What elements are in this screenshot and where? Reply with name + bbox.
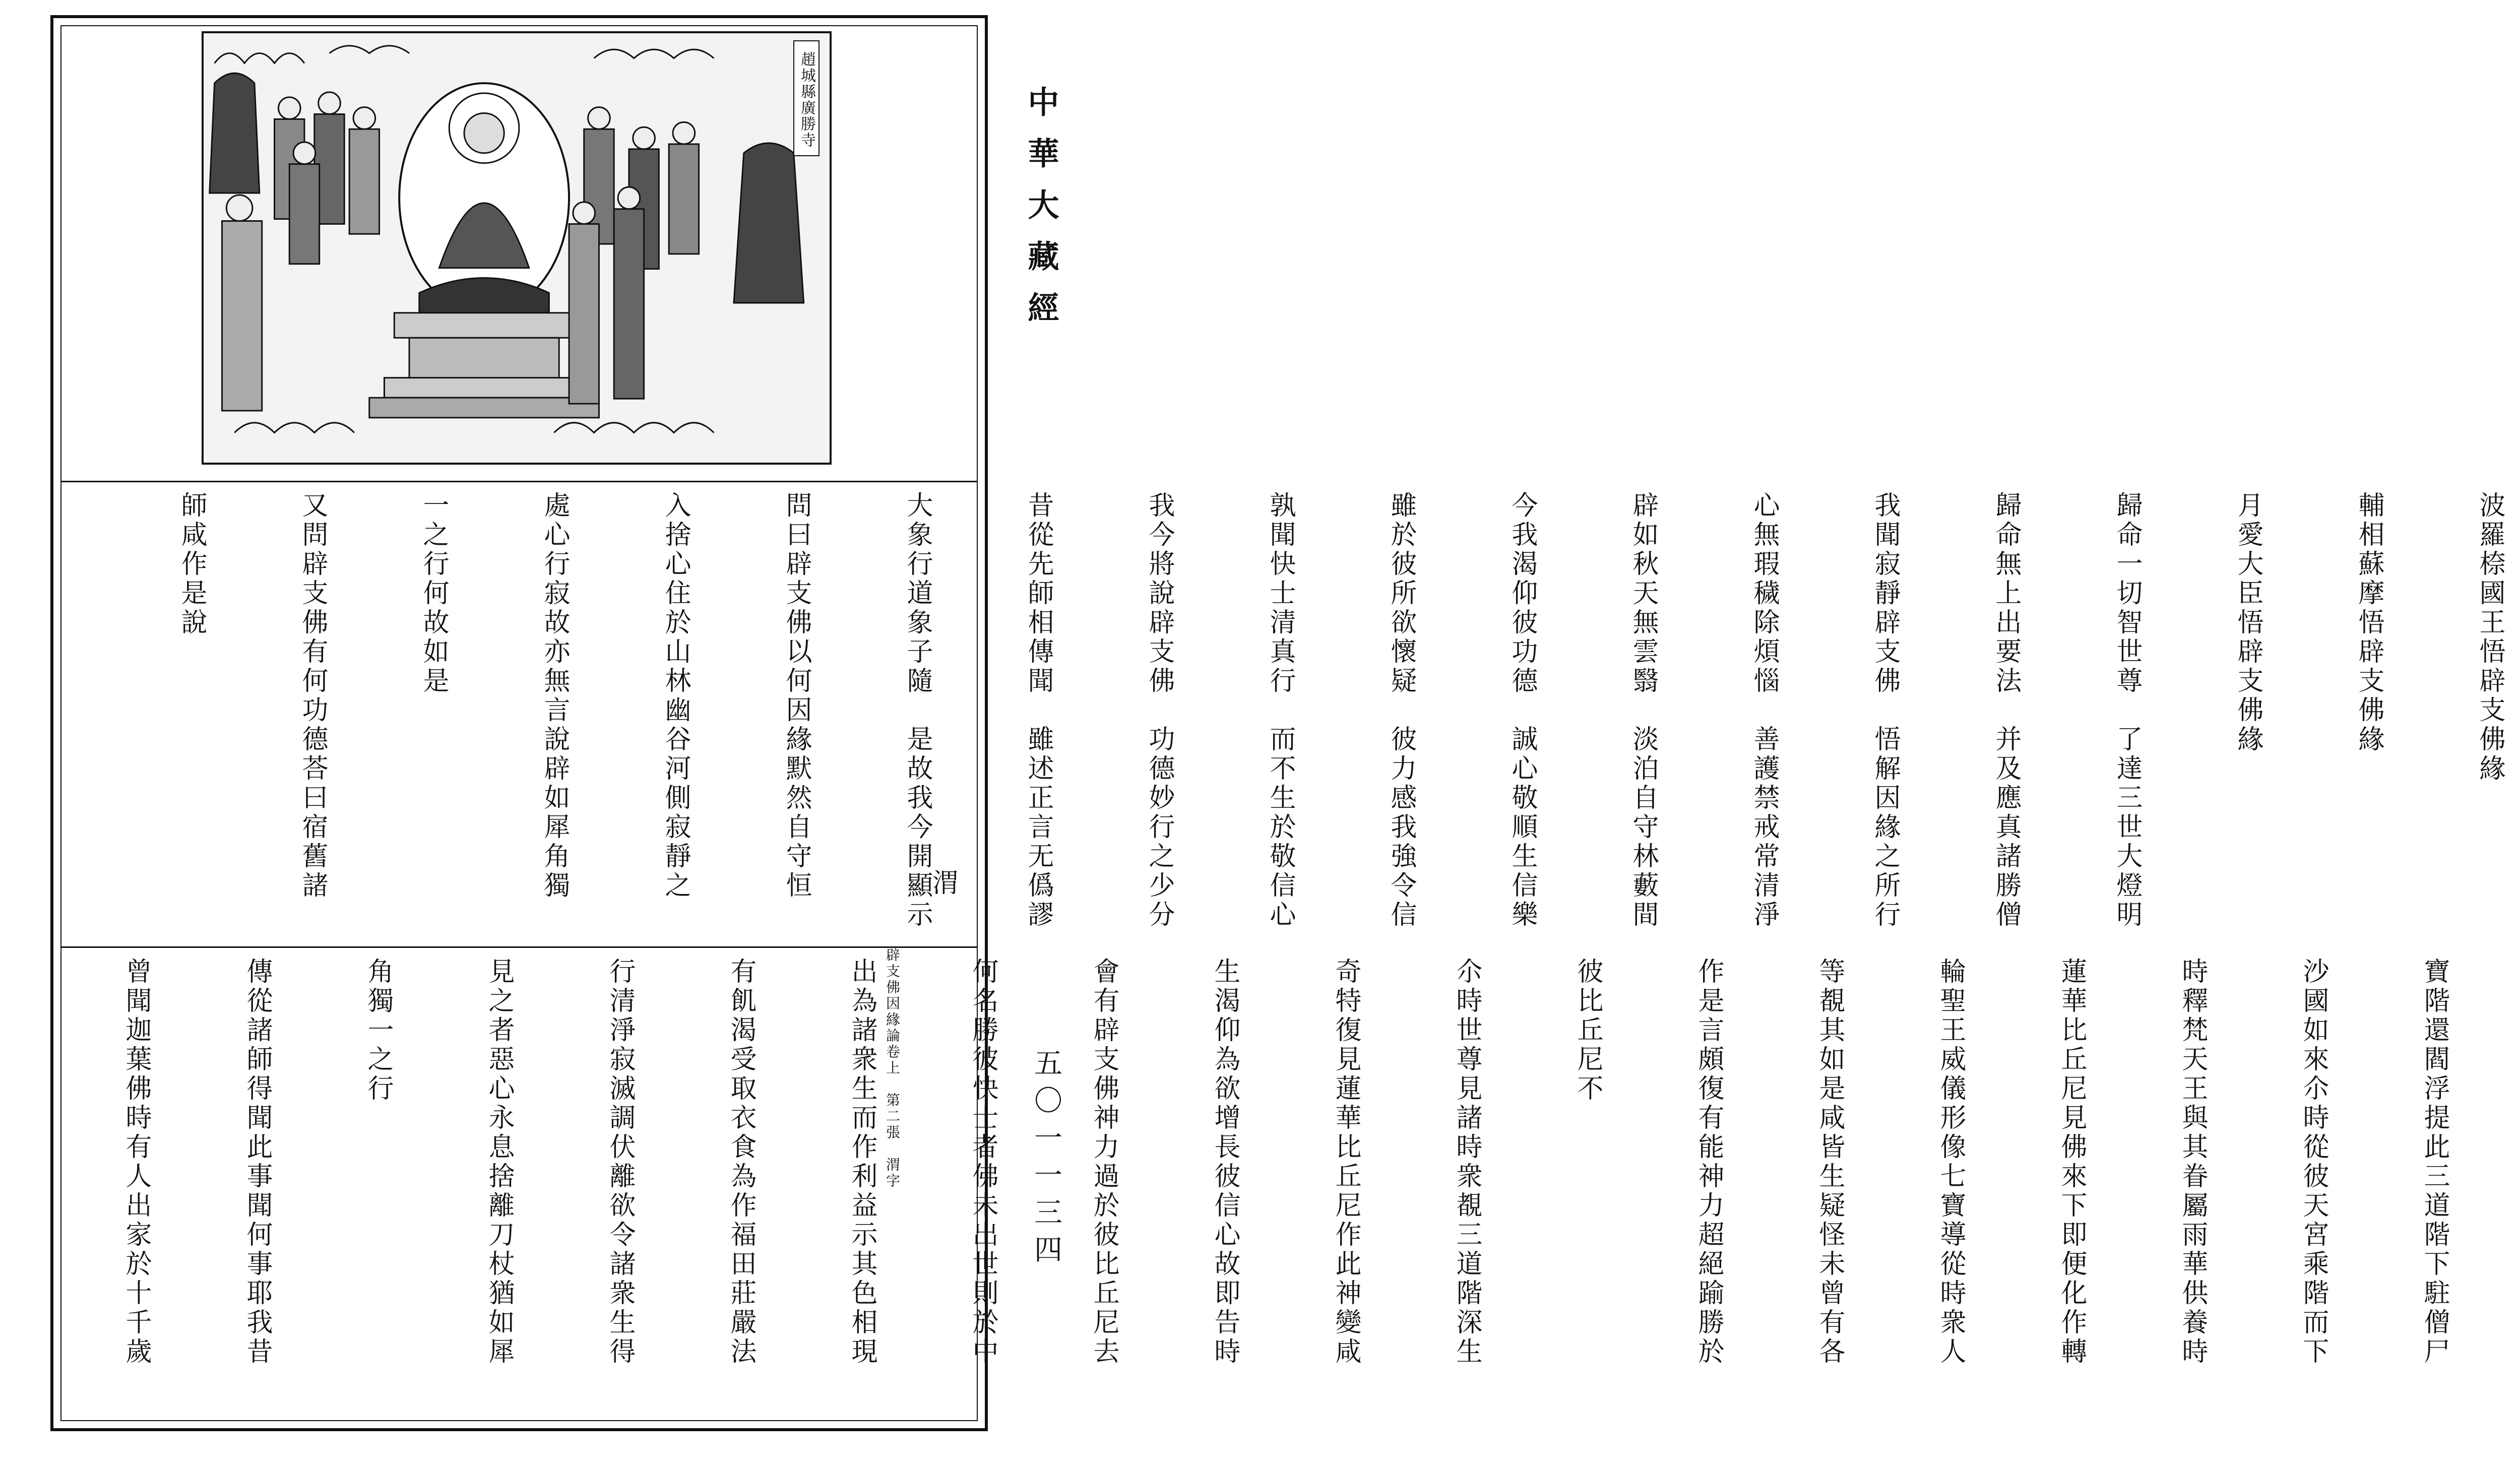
text-column: 今我渴仰彼功德 誠心敬順生信樂 — [1507, 491, 1537, 930]
text-column: 入捨心住於山林幽谷河側寂靜之 — [660, 491, 690, 901]
text-column: 行清淨寂滅調伏離欲令諸衆生得 — [605, 957, 635, 1367]
text-column: 彼比丘尼不 — [1572, 957, 1603, 1104]
text-column: 波羅㮈國王悟辟支佛緣 — [2475, 491, 2505, 784]
text-column: 雖於彼所欲懷疑 彼力感我強令信 — [1386, 491, 1416, 930]
text-column: 一之行何故如是 — [418, 491, 449, 696]
text-column: 大象行道象子隨 是故我今開顯示 — [902, 491, 932, 930]
text-column: 會有辟支佛神力過於彼比丘尼去 — [1089, 957, 1119, 1367]
text-column: 問曰辟支佛以何因緣默然自守恒 — [781, 491, 811, 901]
text-column: 曾聞迦葉佛時有人出家於十千歲 — [121, 957, 151, 1367]
text-column: 何名勝彼快士者佛未出世則於中 — [968, 957, 998, 1367]
text-column: 時釋梵天王與其眷屬雨華供養時 — [2177, 957, 2208, 1367]
section-one-text — [131, 491, 2520, 930]
section-two-text — [76, 957, 2520, 1411]
text-column: 出為諸衆生而作利益示其色相現 — [847, 957, 877, 1367]
text-column: 生渴仰為欲增長彼信心故即告時 — [1210, 957, 1240, 1367]
text-column: 輪聖王威儀形像七寶導從時衆人 — [1935, 957, 1966, 1367]
text-column: 歸命一切智世尊 了達三世大燈明 — [2112, 491, 2142, 930]
text-column: 昔從先師相傳聞 雖述正言无僞謬 — [1023, 491, 1053, 930]
page-number: 五〇一一三四 — [1030, 1048, 1062, 1272]
text-column: 歸命無上出要法 并及應真諸勝僧 — [1991, 491, 2021, 930]
text-column: 角獨一之行 — [363, 957, 393, 1104]
text-column: 傳從諸師得聞此事聞何事耶我昔 — [242, 957, 272, 1367]
text-column: 我今將說辟支佛 功德妙行之少分 — [1144, 491, 1174, 930]
divider-top — [61, 481, 977, 482]
divider-bottom — [61, 946, 977, 948]
text-column: 作是言頗復有能神力超絕踰勝於 — [1693, 957, 1724, 1367]
fascicle-mark: 渭 — [932, 868, 959, 899]
text-column: 沙國如來尒時從彼天宮乘階而下 — [2298, 957, 2328, 1367]
text-column: 又問辟支佛有何功德荅曰宿舊諸 — [297, 491, 328, 901]
text-column: 蓮華比丘尼見佛來下即便化作轉 — [2056, 957, 2087, 1367]
text-column: 師咸作是說 — [176, 491, 207, 637]
text-column: 有飢渴受取衣食為作福田莊嚴法 — [726, 957, 756, 1367]
text-column: 月愛大臣悟辟支佛緣 — [2233, 491, 2263, 754]
text-column: 處心行寂故亦無言說辟如犀角獨 — [539, 491, 570, 901]
text-column: 孰聞快士清真行 而不生於敬信心 — [1265, 491, 1295, 930]
text-column: 奇特復見蓮華比丘尼作此神變咸 — [1331, 957, 1361, 1367]
buddha-preaching-scene — [204, 33, 830, 463]
text-column: 見之者惡心永息捨離刀杖猶如犀 — [484, 957, 514, 1367]
text-column: 辟如秋天無雲翳 淡泊自守林藪間 — [1628, 491, 1658, 930]
running-header: 辟支佛因緣論卷上 第二張 渭字 — [884, 947, 901, 1189]
text-column: 尒時世尊見諸時衆覩三道階深生 — [1452, 957, 1482, 1367]
woodblock-illustration — [202, 31, 832, 465]
text-column: 等覩其如是咸皆生疑怪未曾有各 — [1814, 957, 1845, 1367]
temple-cartouche: 趙城縣廣勝寺 — [793, 40, 820, 156]
text-column: 心無瑕穢除煩惱 善護禁戒常清淨 — [1749, 491, 1779, 930]
text-column: 寶階還閻浮提此三道階下駐僧尸 — [2419, 957, 2449, 1367]
collection-title: 中華大藏經 — [1023, 86, 1059, 343]
text-column: 輔相蘇摩悟辟支佛緣 — [2354, 491, 2384, 754]
text-column: 我聞寂靜辟支佛 悟解因緣之所行 — [1870, 491, 1900, 930]
